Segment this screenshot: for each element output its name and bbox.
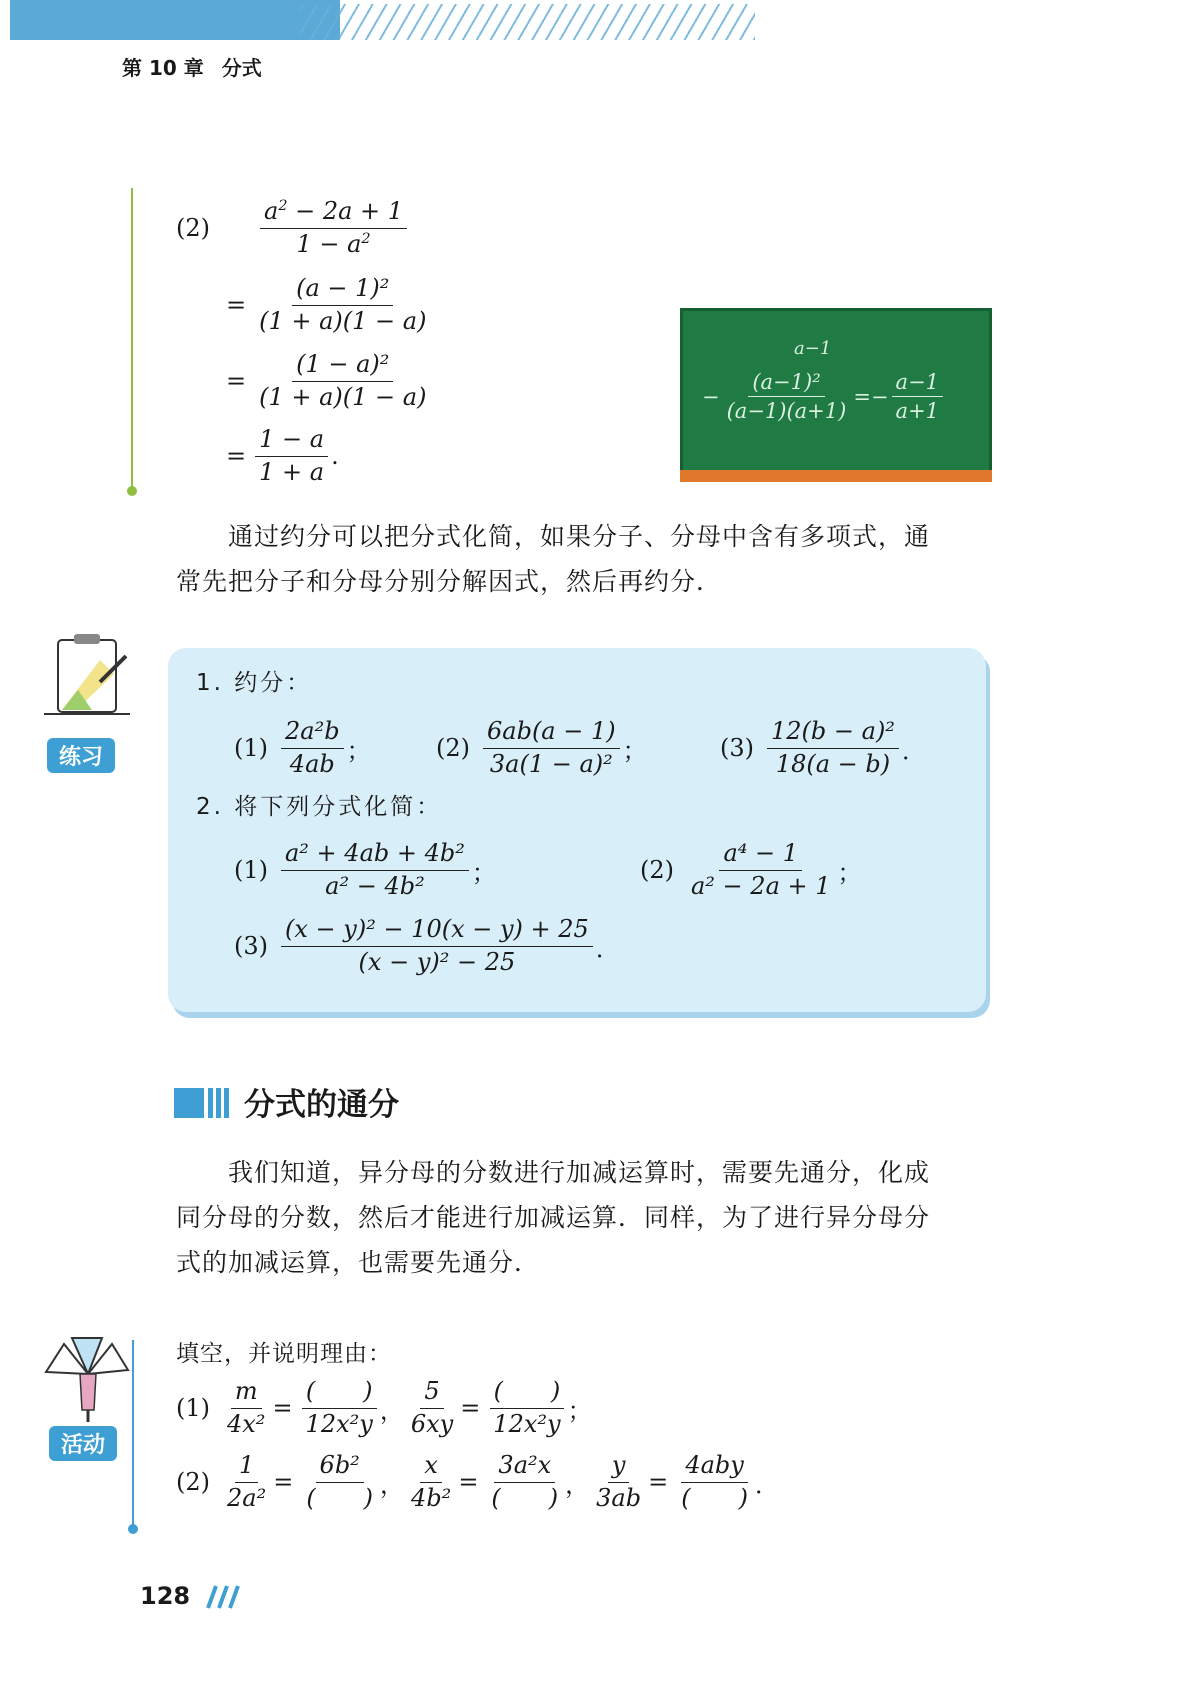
paragraph-reduction-rule: 通过约分可以把分式化简，如果分子、分母中含有多项式，通 常先把分子和分母分别分解因式，然后再约分． xyxy=(176,522,931,596)
activity-tag: 活动 xyxy=(49,1426,117,1461)
chalkboard-equation: − $\frac{\text{(a−1)²}}{(a-1)(a+1)}$ =− $\frac{a-1}{a+1}$ xyxy=(702,370,946,423)
example-step-2: = $\frac{\text{(1 − a)²}}{(1 + a)(1 - a)}$ xyxy=(226,351,433,411)
fraction-numerator: $a^2 - 2a + 1$ xyxy=(260,198,407,229)
practice-q2-item-3: (3) $\frac{\text{(x − y)² − 10(x − y) + 25}}{\text{(x − y)² − 25}}$ ． xyxy=(234,915,620,976)
practice-q2-item-2: (2) $\frac{\text{a⁴ − 1}}{\text{a² − 2a + 1}}$ ； xyxy=(640,839,862,900)
activity-rule-dot xyxy=(128,1524,138,1534)
practice-clipboard-icon xyxy=(40,630,136,726)
chalkboard-fraction-left: $\frac{\text{(a−1)²}}{(a-1)(a+1)}$ xyxy=(726,370,847,424)
activity-pinwheel-icon xyxy=(42,1334,134,1424)
example-fraction-3: $\frac{1 - a}{1 + a}$ xyxy=(255,426,328,486)
blank-fraction[interactable]: $\frac{\text{4aby}}{( )}$ xyxy=(681,1451,748,1512)
chapter-header xyxy=(122,52,262,81)
practice-q2-title: 2. 将下列分式化简： xyxy=(196,794,443,820)
blank-fraction[interactable]: $\frac{( )}{\text{12x²y}}$ xyxy=(302,1378,377,1438)
practice-tag: 练习 xyxy=(47,738,115,773)
blank-fraction[interactable]: $\frac{\text{6b²}}{( )}$ xyxy=(306,1451,374,1512)
practice-q1-item-2: (2) $\frac{6ab(a - 1)}{\text{3a(1 − a)²}}$ ； xyxy=(436,717,647,778)
activity-row-2: (2) $\frac{1}{\text{2a²}}$ = $\frac{\text{6b²}}{( )}$ ， $\frac{x}{\text{4b²}}$ = $\frac{\text{3a²x}}{( )}$ ， $\frac{y}{3ab}$ = $\frac{\text{4aby}}{( )}$ ． xyxy=(176,1451,779,1512)
chalkboard-ledge xyxy=(680,470,992,482)
header-band xyxy=(10,0,340,40)
example-step-1: = $\frac{\text{(a − 1)²}}{(1 + a)(1 - a)}$ xyxy=(226,275,433,335)
example-step-0 xyxy=(176,198,410,258)
practice-q1-title: 1. 约分： xyxy=(196,670,313,696)
example-step-3: = $\frac{1 - a}{1 + a}$ . xyxy=(226,425,339,486)
chalkboard-fraction-right: $\frac{a-1}{a+1}$ xyxy=(892,370,943,423)
section-title: 分式的通分 xyxy=(244,1087,399,1123)
practice-q1-item-3: (3) $\frac{\text{12(b − a)²}}{18(a - b)}$ ． xyxy=(720,717,926,778)
header-hatch-decoration xyxy=(300,4,755,40)
chapter-number: 第 10 章 xyxy=(122,56,204,80)
example-rule-dot xyxy=(127,486,137,496)
activity-prompt: 填空，并说明理由： xyxy=(176,1341,392,1367)
practice-q1-item-1: (1) $\frac{\text{2a²b}}{4ab}$ ； xyxy=(234,717,371,778)
page-number: 128 xyxy=(140,1582,242,1610)
section-heading-bar-icon xyxy=(174,1088,230,1118)
example-rule-line xyxy=(131,188,133,490)
activity-rule-line xyxy=(132,1340,134,1530)
example-fraction-2: $\frac{\text{(1 − a)²}}{(1 + a)(1 - a)}$ xyxy=(259,350,427,411)
example-fraction-1: $\frac{\text{(a − 1)²}}{(1 + a)(1 - a)}$ xyxy=(259,274,427,335)
example-label: (2) xyxy=(176,214,210,243)
fraction-denominator: $1 - a^2$ xyxy=(296,229,371,258)
blank-fraction[interactable]: $\frac{( )}{\text{12x²y}}$ xyxy=(489,1378,564,1438)
paragraph-common-denominator: 我们知道，异分母的分数进行加减运算时，需要先通分，化成 同分母的分数，然后才能进行加减运算．同样，为了进行异分母分 式的加减运算，也需要先通分． xyxy=(176,1158,931,1277)
chalkboard-cancel-note: a−1 xyxy=(794,338,832,359)
practice-q2-item-1: (1) $\frac{\text{a² + 4ab + 4b²}}{\text{a² − 4b²}}$ ； xyxy=(234,839,496,900)
blank-fraction[interactable]: $\frac{\text{3a²x}}{( )}$ xyxy=(491,1451,559,1512)
example-fraction-0 xyxy=(260,198,407,258)
page-number-slashes-icon xyxy=(198,1584,242,1610)
activity-row-1: (1) $\frac{m}{\text{4x²}}$ = $\frac{( )}{\text{12x²y}}$ ， $\frac{5}{6xy}$ = $\frac{( )}{\text{12x²y}}$ ； xyxy=(176,1377,592,1438)
chapter-title: 分式 xyxy=(221,56,262,80)
